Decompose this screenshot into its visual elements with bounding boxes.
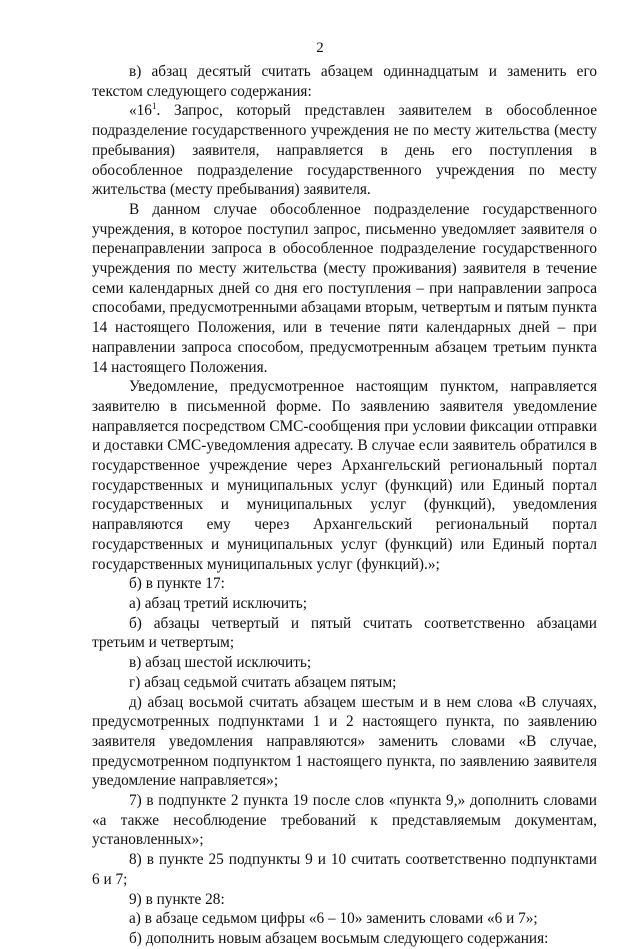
paragraph-text: б) в пункте 17:: [129, 575, 225, 593]
paragraph-text: Уведомление, предусмотренное настоящим пунктом, направляется заявителю в письменной форме. По заявлению заявителя уведомление направляется посредством СМС-сообщения при условии фиксации отправки и доставки СМС-уведомления адресату. В случае если заявитель обратился в государственное учреждение через Архангельский региональный портал государственных и муниципальных услуг (функций) или Единый портал государственных и муниципальных услуг (функций), уведомления направляются ему через Архангельский региональный портал государственных и муниципальных услуг (функций) или Единый портал государственных муниципальных услуг (функций).»;: [92, 378, 597, 573]
paragraph-text: а) абзац третий исключить;: [129, 594, 307, 612]
paragraph-1: [92, 62, 597, 101]
paragraph-3: [92, 200, 597, 377]
paragraph-2: [92, 101, 597, 200]
paragraph-text: г) абзац седьмой считать абзацем пятым;: [129, 673, 397, 691]
paragraph-text: б) абзацы четвертый и пятый считать соответственно абзацами третьим и четвертым;: [92, 614, 597, 652]
paragraph-text: б) дополнить новым абзацем восьмым следующего содержания:: [129, 929, 549, 947]
paragraph-text: д) абзац восьмой считать абзацем шестым и в нем слова «В случаях, предусмотренных подпунктами 1 и 2 настоящего пункта, по заявлению заявителя уведомления направляются» заменить словами «В случае, предусмотренном подпунктом 1 настоящего пункта, по заявлению заявителя уведомление направляется»;: [92, 693, 597, 790]
paragraph-8: [92, 653, 597, 673]
paragraph-12: [92, 850, 597, 889]
paragraph-6: [92, 594, 597, 614]
paragraph-text: а) в абзаце седьмом цифры «6 – 10» заменить словами «6 и 7»;: [129, 910, 538, 928]
paragraph-text: в) абзац шестой исключить;: [129, 654, 312, 672]
paragraph-15: [92, 929, 597, 949]
paragraph-text: . Запрос, который представлен заявителем в обособленное подразделение государственного учреждения не по месту жительства (месту пребывания) заявителя, направляется в день его поступления в обособленное подразделение государственного учреждения по месту жительства (месту пребывания) заявителя.: [92, 102, 597, 199]
paragraph-9: [92, 673, 597, 693]
superscript-index: 1: [151, 101, 157, 112]
paragraph-11: [92, 791, 597, 850]
paragraph-text: 8) в пункте 25 подпункты 9 и 10 считать соответственно подпунктами 6 и 7;: [92, 851, 597, 888]
page-number: 2: [316, 40, 324, 56]
document-body: [92, 62, 597, 949]
paragraph-text: 7) в подпункте 2 пункта 19 после слов «пункта 9,» дополнить словами «а также несоблюдение требований к представляемым документам, установленных»;: [92, 792, 597, 849]
paragraph-7: [92, 614, 597, 653]
paragraph-text: В данном случае обособленное подразделение государственного учреждения, в которое поступил запрос, письменно уведомляет заявителя о перенаправлении запроса в обособленное подразделение государственного учреждения по месту жительства (месту проживания) заявителя в течение семи календарных дней со дня его поступления – при направлении запроса способами, предусмотренными абзацами вторым, четвертым и пятым пункта 14 настоящего Положения, или в течение пяти календарных дней – при направлении запроса способом, предусмотренным абзацем третьим пункта 14 настоящего Положения.: [92, 200, 597, 376]
paragraph-4: [92, 377, 597, 574]
paragraph-text: в) абзац десятый считать абзацем одиннадцатым и заменить его текстом следующего содержания:: [92, 63, 597, 100]
paragraph-13: [92, 890, 597, 910]
paragraph-5: [92, 574, 597, 594]
paragraph-prefix: «16: [129, 102, 152, 120]
paragraph-10: [92, 693, 597, 792]
paragraph-14: [92, 909, 597, 929]
paragraph-text: 9) в пункте 28:: [129, 890, 225, 908]
